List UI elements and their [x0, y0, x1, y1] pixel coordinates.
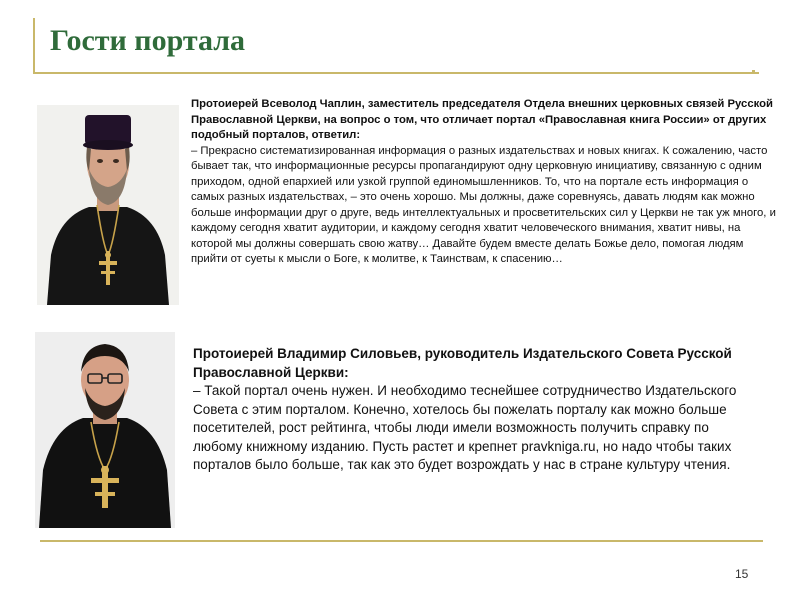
guest-1-quote	[191, 97, 781, 268]
page-number: 15	[735, 567, 749, 581]
guest-1-body: – Прекрасно систематизированная информация о разных издательствах и новых книгах. К сожалению, часто бывает так, что информационные ресурсы пропагандируют одну церковную инициативу, связанную с одним приходом, одной епархией или узкой группой единомышленников. То, что на портале есть информация о самых разных издательствах, – это очень хорошо. Мы должны, даже соревнуясь, давать людям как можно больше информации друг о друге, ведь интеллектуальных и просветительских сил у Церкви не так уж много, и каждому сегодня хватит аудитории, и каждому сегодня хватит человеческого внимания, хватит нивы, на которой мы должны совершать свою жатву… Давайте будем вместе делать Божье дело, помогая людям прийти от суеты к мысли о Боге, к молитве, к Таинствам, к спасению…	[191, 144, 776, 265]
priest-portrait-photo-1	[37, 105, 179, 305]
guest-2-quote	[193, 345, 758, 475]
slide-title: Гости портала	[50, 24, 246, 57]
footer-rule	[40, 540, 763, 542]
guest-2-heading: Протоиерей Владимир Силовьев, руководитель Издательского Совета Русской Православной Церкви:	[193, 346, 732, 380]
guest-1-heading: Протоиерей Всеволод Чаплин, заместитель председателя Отдела внешних церковных связей Русской Православной Церкви, на вопрос о том, что отличает портал «Православная книга России» от других подобный порталов, ответил:	[191, 98, 773, 141]
title-rule-horizontal	[33, 72, 759, 74]
guest-1-photo	[37, 105, 179, 305]
guest-2-photo	[35, 332, 175, 528]
title-rule-dot	[752, 70, 755, 73]
title-rule-vertical	[33, 18, 35, 74]
priest-portrait-photo-2	[35, 332, 175, 528]
guest-2-body: – Такой портал очень нужен. И необходимо теснейшее сотрудничество Издательского Совета с этим порталом. Конечно, хотелось бы пожелать порталу как можно больше посетителей, рост рейтинга, чтобы люди имели возможность получить справку по любому книжному изданию. Пусть растет и крепнет pravkniga.ru, но надо чтобы таких порталов было больше, так как это будет возрождать у нас в стране культуру чтения.	[193, 383, 737, 472]
